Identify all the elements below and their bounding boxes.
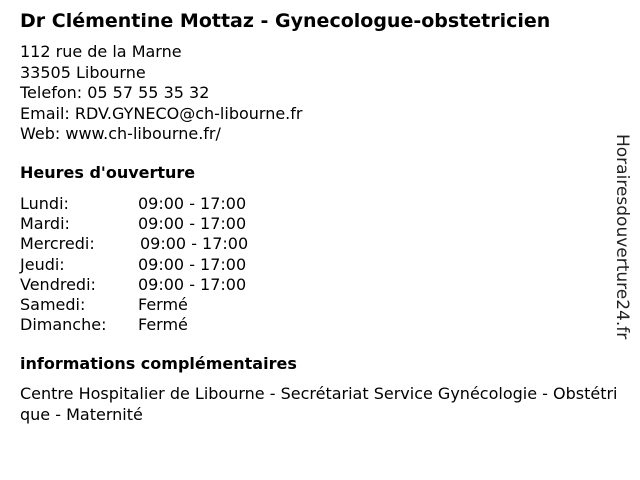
city: 33505 Libourne: [20, 62, 146, 82]
hours-value: 09:00 - 17:00: [138, 194, 247, 213]
website[interactable]: Web: www.ch-libourne.fr/: [20, 124, 221, 143]
day-label: Mardi:: [20, 214, 70, 234]
hours-value: Fermé: [138, 315, 188, 335]
day-label: Dimanche:: [20, 315, 107, 335]
info-heading: informations complémentaires: [20, 354, 297, 373]
page-title: Dr Clémentine Mottaz - Gynecologue-obstetricien: [20, 10, 551, 32]
email-address[interactable]: Email: RDV.GYNECO@ch-libourne.fr: [20, 103, 303, 123]
day-label: Samedi:: [20, 294, 86, 314]
day-label: Lundi:: [20, 194, 69, 213]
contact-block: [20, 42, 302, 145]
day-label: Vendredi:: [20, 274, 96, 294]
hours-value: 09:00 - 17:00: [138, 214, 247, 234]
site-watermark: Horairesdouverture24.fr: [612, 134, 632, 340]
street-address: 112 rue de la Marne: [20, 42, 182, 61]
hours-value: 09:00 - 17:00: [138, 254, 247, 274]
hours-value: Fermé: [138, 294, 188, 314]
day-label: Mercredi:: [20, 234, 95, 254]
day-label: Jeudi:: [20, 254, 65, 274]
hours-value: 09:00 - 17:00: [138, 274, 247, 294]
hours-heading: Heures d'ouverture: [20, 163, 196, 182]
hours-value: 09:00 - 17:00: [140, 234, 249, 254]
info-text: Centre Hospitalier de Libourne - Secrétariat Service Gynécologie - Obstétrique - Maternité: [20, 384, 618, 424]
phone-number[interactable]: Telefon: 05 57 55 35 32: [20, 83, 210, 102]
